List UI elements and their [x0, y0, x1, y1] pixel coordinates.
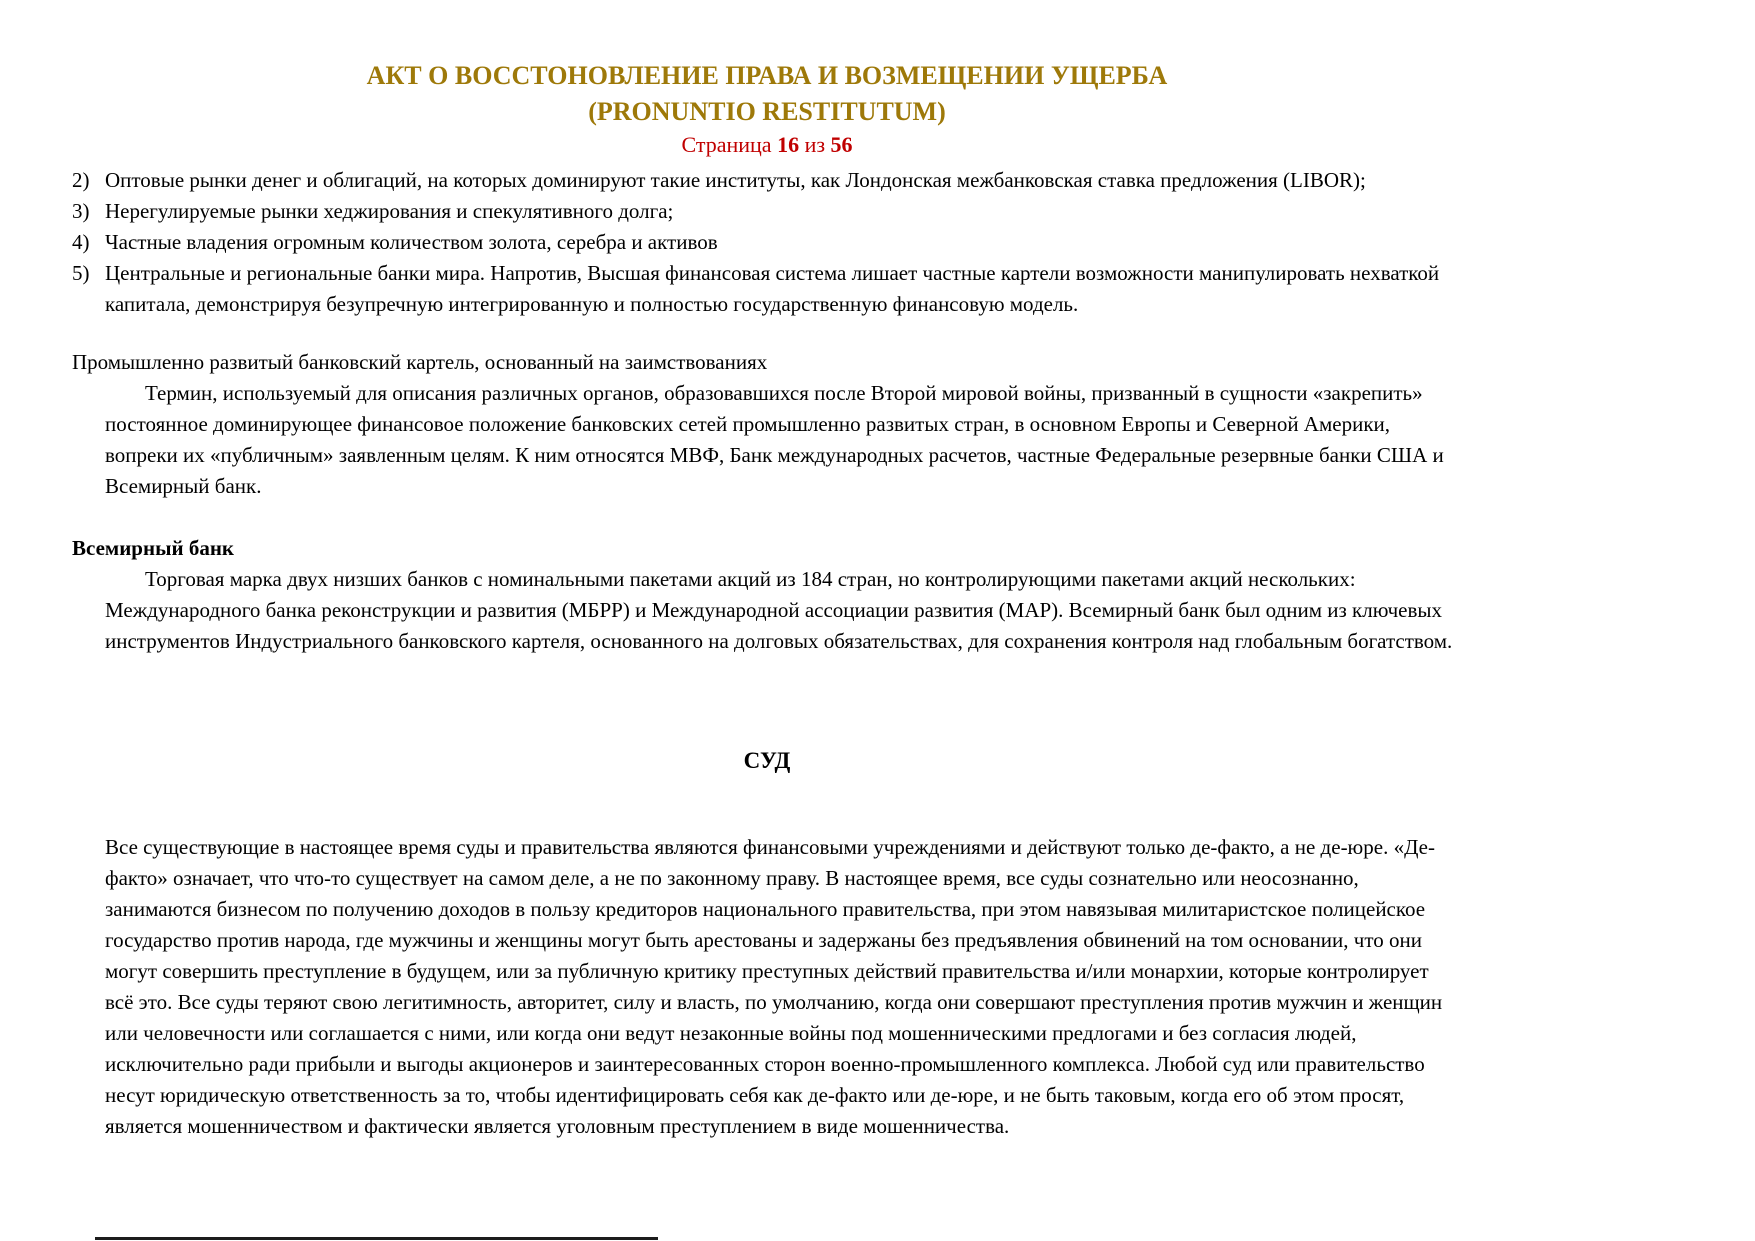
list-item-text: Нерегулируемые рынки хеджирования и спекулятивного долга;: [105, 199, 674, 223]
section-heading-court: СУД: [743, 748, 791, 773]
document-header: [72, 58, 1462, 159]
page-indicator-prefix: Страница: [681, 132, 772, 157]
bottom-table-border-partial: [95, 1237, 658, 1240]
list-item-text: Оптовые рынки денег и облигаций, на которых доминируют такие институты, как Лондонская межбанковская ставка предложения (LIBOR);: [105, 168, 1366, 192]
document-title-line1: АКТ О ВОССТОНОВЛЕНИЕ ПРАВА И ВОЗМЕЩЕНИИ УЩЕРБА: [366, 61, 1168, 90]
list-item: [72, 196, 1462, 227]
list-item-number: 2): [72, 168, 90, 192]
paragraph-industrial-cartel: Термин, используемый для описания различных органов, образовавшихся после Второй мировой войны, призванный в сущности «закрепить» постоянное доминирующее финансовое положение банковских сетей промышленно развитых стран, в основном Европы и Северной Америки, вопреки их «публичным» заявленным целям. К ним относятся МВФ, Банк международных расчетов, частные Федеральные резервные банки США и Всемирный банк.: [105, 381, 1444, 498]
section-world-bank: [72, 533, 1462, 657]
list-item-number: 5): [72, 261, 90, 285]
page-indicator: [72, 131, 1462, 159]
section-court: [72, 745, 1462, 1142]
list-item: [72, 165, 1462, 196]
list-item-number: 3): [72, 199, 90, 223]
list-item-number: 4): [72, 230, 90, 254]
section-heading-world-bank: Всемирный банк: [72, 536, 235, 560]
section-industrial-cartel: [72, 347, 1462, 502]
document-title-line2: (PRONUNTIO RESTITUTUM): [588, 97, 946, 126]
page-indicator-current: 16: [777, 132, 800, 157]
paragraph-world-bank: Торговая марка двух низших банков с номинальными пакетами акций из 184 стран, но контролирующими пакетами акций нескольких: Международного банка реконструкции и развития (МБРР) и Международной ассоциации развития (МАР). Всемирный банк был одним из ключевых инструментов Индустриального банковского картеля, основанного на долговых обязательствах, для сохранения контроля над глобальным богатством.: [105, 567, 1453, 653]
list-item-text: Частные владения огромным количеством золота, серебра и активов: [105, 230, 718, 254]
page-indicator-separator: из: [804, 132, 826, 157]
numbered-list: [72, 165, 1462, 320]
section-heading-industrial-cartel: Промышленно развитый банковский картель, основанный на заимствованиях: [72, 350, 768, 374]
page-indicator-total: 56: [830, 132, 853, 157]
list-item: [72, 258, 1462, 320]
document-title: [72, 58, 1462, 130]
list-item-text: Центральные и региональные банки мира. Напротив, Высшая финансовая система лишает частные картели возможности манипулировать нехваткой капитала, демонстрируя безупречную интегрированную и полностью государственную финансовую модель.: [105, 261, 1440, 316]
list-item: [72, 227, 1462, 258]
paragraph-court: Все существующие в настоящее время суды и правительства являются финансовыми учреждениями и действуют только де-факто, а не де-юре. «Де-факто» означает, что что-то существует на самом деле, а не по законному праву. В настоящее время, все суды сознательно или неосознанно, занимаются бизнесом по получению доходов в пользу кредиторов национального правительства, при этом навязывая милитаристское полицейское государство против народа, где мужчины и женщины могут быть арестованы и задержаны без предъявления обвинений на том основании, что они могут совершить преступление в будущем, или за публичную критику преступных действий правительства и/или монархии, которые контролирует всё это. Все суды теряют свою легитимность, авторитет, силу и власть, по умолчанию, когда они совершают преступления против мужчин и женщин или человечности или соглашается с ними, или когда они ведут незаконные войны под мошенническими предлогами и без согласия людей, исключительно ради прибыли и выгоды акционеров и заинтересованных сторон военно-промышленного комплекса. Любой суд или правительство несут юридическую ответственность за то, чтобы идентифицировать себя как де-факто или де-юре, и не быть таковым, когда его об этом просят, является мошенничеством и фактически является уголовным преступлением в виде мошенничества.: [105, 835, 1443, 1138]
